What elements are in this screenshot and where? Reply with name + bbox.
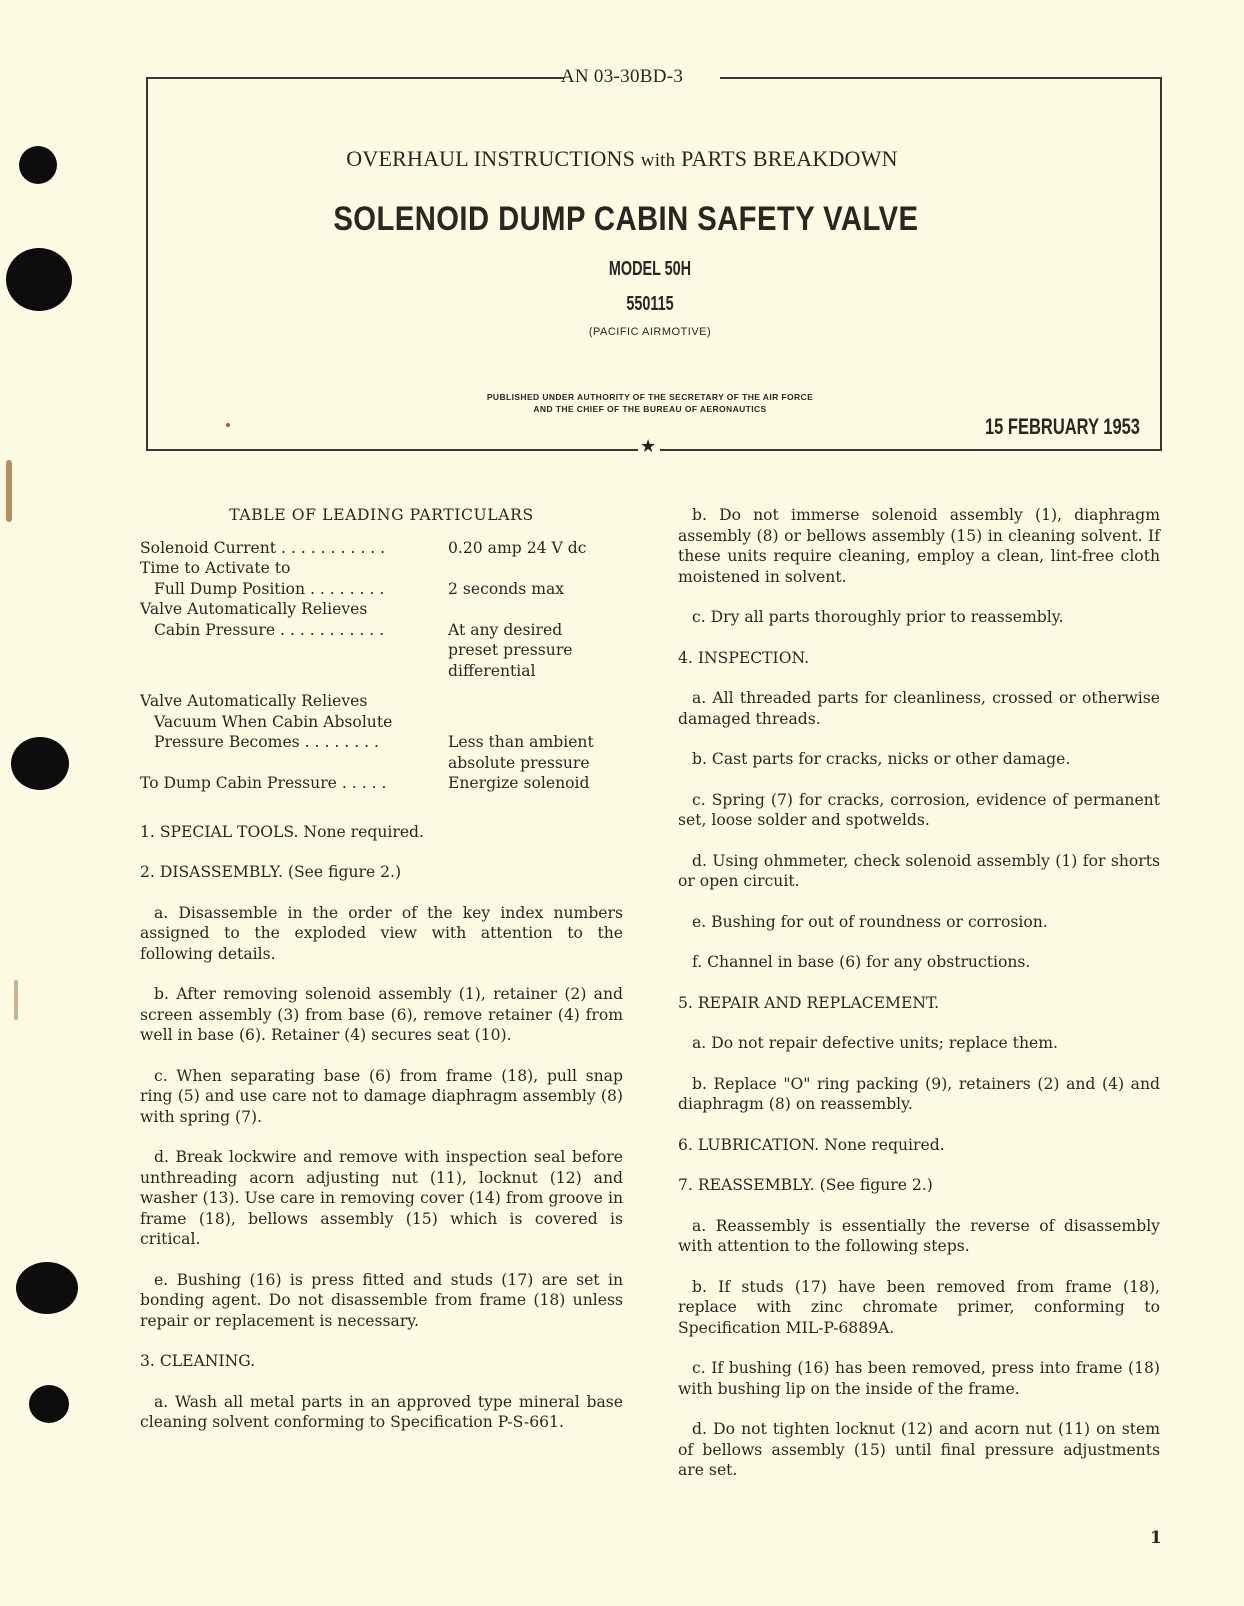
table-row — [140, 538, 623, 559]
table-row-cont — [140, 620, 623, 682]
row-value — [448, 620, 623, 682]
row-value: 0.20 amp 24 V dc — [448, 538, 587, 557]
value-line: differential — [448, 661, 536, 680]
subtitle-part2: PARTS BREAKDOWN — [681, 146, 898, 171]
row-value: 2 seconds max — [448, 579, 565, 598]
binder-hole — [16, 1262, 78, 1314]
value-line: Less than ambient — [448, 733, 594, 751]
leading-particulars-title: TABLE OF LEADING PARTICULARS — [229, 506, 534, 524]
paragraph: e. Bushing (16) is press fitted and studs (17) are set in bonding agent. Do not disassemble from frame (18) unless repair or replacement is necessary. — [140, 1270, 623, 1330]
paragraph: a. All threaded parts for cleanliness, crossed or otherwise damaged threads. — [678, 689, 1160, 728]
paragraph: f. Channel in base (6) for any obstructions. — [692, 953, 1031, 971]
value-line: At any desired — [448, 620, 563, 639]
speck — [226, 423, 230, 427]
row-label: Full Dump Position . . . . . . . . — [154, 579, 385, 598]
section-heading: 1. SPECIAL TOOLS. None required. — [140, 822, 424, 841]
paragraph: b. After removing solenoid assembly (1), retainer (2) and screen assembly (3) from base (6), remove retainer (4) from well in base (6). Retainer (4) secures seat (10). — [140, 985, 623, 1044]
row-label: Vacuum When Cabin Absolute — [154, 712, 393, 731]
document-subtitle — [0, 146, 1244, 172]
subtitle-with: with — [640, 150, 676, 171]
paragraph: a. Do not repair defective units; replace them. — [692, 1034, 1058, 1052]
paragraph: b. If studs (17) have been removed from frame (18), replace with zinc chromate primer, conforming to Specification MIL-P-6889A. — [678, 1277, 1160, 1337]
row-label: Time to Activate to — [140, 559, 291, 577]
section-heading: 5. REPAIR AND REPLACEMENT. — [678, 993, 940, 1012]
star-divider-icon: ★ — [640, 436, 657, 457]
subtitle-part1: OVERHAUL INSTRUCTIONS — [346, 146, 636, 171]
row-label: Valve Automatically Relieves — [140, 600, 368, 618]
table-row-cont — [140, 712, 623, 733]
table-row — [140, 599, 623, 620]
paragraph: c. If bushing (16) has been removed, press into frame (18) with bushing lip on the inside of the frame. — [678, 1359, 1160, 1398]
paragraph: b. Cast parts for cracks, nicks or other damage. — [692, 750, 1071, 768]
table-row — [140, 691, 623, 712]
authority-line: PUBLISHED UNDER AUTHORITY OF THE SECRETARY OF THE AIR FORCE — [486, 392, 814, 402]
paper-stain — [14, 980, 18, 1020]
row-value — [448, 732, 623, 773]
document-number: AN 03-30BD-3 — [560, 66, 684, 87]
table-row — [140, 773, 623, 794]
paragraph: a. Wash all metal parts in an approved type mineral base cleaning solvent conforming to Specification P-S-661. — [140, 1392, 623, 1431]
paper-stain — [6, 460, 12, 522]
leading-particulars-table — [140, 538, 623, 794]
binder-hole — [11, 737, 69, 790]
table-row — [140, 558, 623, 579]
document-title: SOLENOID DUMP CABIN SAFETY VALVE — [333, 200, 919, 238]
header-rule-bottom-left — [146, 449, 638, 451]
right-column — [678, 505, 1160, 1481]
row-value — [448, 599, 623, 620]
row-label: Solenoid Current . . . . . . . . . . . — [140, 538, 386, 557]
paragraph: c. When separating base (6) from frame (18), pull snap ring (5) and use care not to damage diaphragm assembly (8) with spring (7). — [140, 1066, 623, 1126]
section-heading: 6. LUBRICATION. None required. — [678, 1135, 945, 1154]
manufacturer: (PACIFIC AIRMOTIVE) — [588, 326, 712, 338]
paragraph: b. Do not immerse solenoid assembly (1), diaphragm assembly (8) or bellows assembly (15) in cleaning solvent. If these units require cleaning, employ a clean, lint-free cloth moistened in solvent. — [678, 506, 1160, 586]
publication-date: 15 FEBRUARY 1953 — [985, 414, 1140, 439]
paragraph: a. Disassemble in the order of the key index numbers assigned to the exploded view with attention to the following details. — [140, 903, 623, 963]
paragraph: a. Reassembly is essentially the reverse of disassembly with attention to the following steps. — [678, 1216, 1160, 1255]
row-label: To Dump Cabin Pressure . . . . . — [140, 774, 387, 792]
row-value — [448, 712, 623, 733]
paragraph: d. Break lockwire and remove with inspection seal before unthreading acorn adjusting nut (11), locknut (12) and washer (13). Use care in removing cover (14) from groove in frame (18), bellows assembly (15) which is covered is critical. — [140, 1148, 623, 1248]
table-row-cont — [140, 579, 623, 600]
binder-hole — [29, 1385, 69, 1423]
binder-hole — [6, 248, 72, 311]
paragraph: b. Replace "O" ring packing (9), retainers (2) and (4) and diaphragm (8) on reassembly. — [678, 1074, 1160, 1113]
model-number: MODEL 50H — [608, 258, 692, 280]
paragraph: e. Bushing for out of roundness or corrosion. — [692, 912, 1048, 931]
section-heading: 2. DISASSEMBLY. (See figure 2.) — [140, 863, 402, 881]
row-label: Pressure Becomes . . . . . . . . — [154, 733, 379, 751]
publishing-authority — [0, 391, 1244, 415]
value-line: preset pressure — [448, 641, 573, 659]
paragraph: d. Do not tighten locknut (12) and acorn nut (11) on stem of bellows assembly (15) until final pressure adjustments are set. — [678, 1420, 1160, 1479]
authority-line: AND THE CHIEF OF THE BUREAU OF AERONAUTICS — [533, 404, 767, 414]
left-column — [140, 505, 623, 1433]
row-value: Energize solenoid — [448, 774, 590, 792]
section-heading: 3. CLEANING. — [140, 1352, 256, 1370]
paragraph: c. Dry all parts thoroughly prior to reassembly. — [692, 608, 1064, 626]
header-rule-bottom-right — [660, 449, 1162, 451]
page-number: 1 — [1150, 1528, 1162, 1548]
value-line: absolute pressure — [448, 753, 590, 772]
paragraph: c. Spring (7) for cracks, corrosion, evidence of permanent set, loose solder and spotwelds. — [678, 790, 1160, 829]
section-heading: 4. INSPECTION. — [678, 648, 810, 667]
row-label: Valve Automatically Relieves — [140, 692, 368, 710]
table-row-cont — [140, 732, 623, 773]
row-label: Cabin Pressure . . . . . . . . . . . — [154, 620, 385, 639]
section-heading: 7. REASSEMBLY. (See figure 2.) — [678, 1176, 933, 1194]
paragraph: d. Using ohmmeter, check solenoid assembly (1) for shorts or open circuit. — [678, 851, 1160, 890]
part-number: 550115 — [626, 293, 674, 315]
row-value — [448, 691, 623, 712]
row-value — [448, 558, 623, 579]
